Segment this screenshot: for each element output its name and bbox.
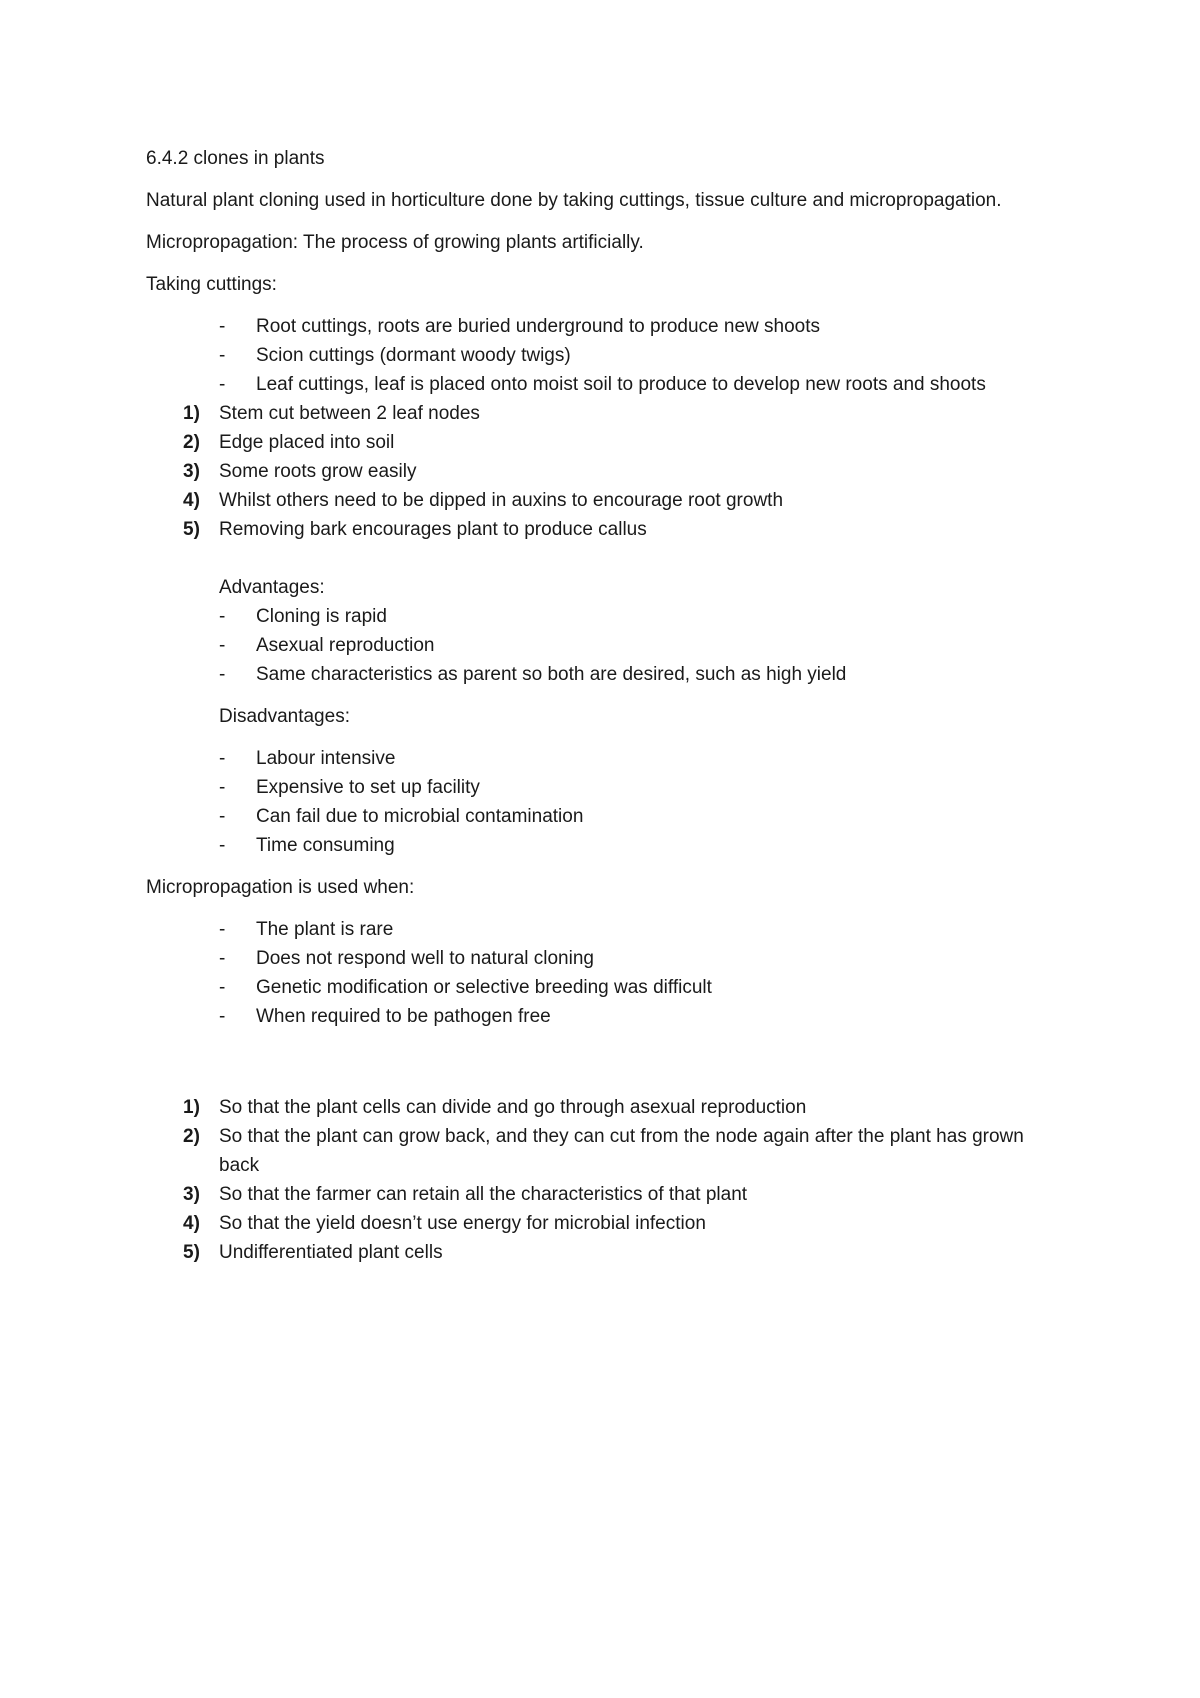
answer-number: 4)	[183, 1213, 200, 1234]
used-when-list	[146, 915, 1066, 1031]
list-item: - Can fail due to microbial contamination	[146, 802, 1066, 831]
step-number: 1)	[183, 403, 200, 424]
cuttings-steps-list	[146, 399, 1066, 544]
dash-marker: -	[219, 1006, 226, 1027]
list-item: - Root cuttings, roots are buried underground to produce new shoots	[146, 312, 1066, 341]
list-item: 2) Edge placed into soil	[146, 428, 1066, 457]
intro-paragraph: Natural plant cloning used in horticulture done by taking cuttings, tissue culture and micropropagation.	[146, 190, 1002, 211]
list-item: 2) So that the plant can grow back, and they can cut from the node again after the plant has grown back	[146, 1122, 1066, 1180]
disadvantages-heading: Disadvantages:	[219, 706, 350, 727]
dash-marker: -	[219, 948, 226, 969]
step-number: 3)	[183, 461, 200, 482]
step-number: 4)	[183, 490, 200, 511]
used-when-heading: Micropropagation is used when:	[146, 877, 415, 898]
list-item: - Genetic modification or selective breeding was difficult	[146, 973, 1066, 1002]
list-item: 1) Stem cut between 2 leaf nodes	[146, 399, 1066, 428]
advantages-list	[146, 602, 1066, 689]
list-item: - When required to be pathogen free	[146, 1002, 1066, 1031]
list-item: 3) So that the farmer can retain all the characteristics of that plant	[146, 1180, 1066, 1209]
dash-marker: -	[219, 919, 226, 940]
answer-number: 5)	[183, 1242, 200, 1263]
step-number: 5)	[183, 519, 200, 540]
list-item: - Scion cuttings (dormant woody twigs)	[146, 341, 1066, 370]
dash-marker: -	[219, 606, 226, 627]
list-item: 4) So that the yield doesn’t use energy for microbial infection	[146, 1209, 1066, 1238]
dash-marker: -	[219, 777, 226, 798]
dash-marker: -	[219, 316, 226, 337]
list-item: 5) Undifferentiated plant cells	[146, 1238, 1066, 1267]
list-item: - The plant is rare	[146, 915, 1066, 944]
step-number: 2)	[183, 432, 200, 453]
advantages-heading: Advantages:	[219, 577, 325, 598]
answer-number: 3)	[183, 1184, 200, 1205]
answer-number: 2)	[183, 1126, 200, 1147]
list-item: - Expensive to set up facility	[146, 773, 1066, 802]
dash-marker: -	[219, 977, 226, 998]
list-item: 4) Whilst others need to be dipped in auxins to encourage root growth	[146, 486, 1066, 515]
list-item: 1) So that the plant cells can divide and go through asexual reproduction	[146, 1093, 1066, 1122]
dash-marker: -	[219, 835, 226, 856]
dash-marker: -	[219, 345, 226, 366]
dash-marker: -	[219, 635, 226, 656]
list-item: - Does not respond well to natural cloning	[146, 944, 1066, 973]
dash-marker: -	[219, 806, 226, 827]
cuttings-heading: Taking cuttings:	[146, 274, 277, 295]
micropropagation-definition: Micropropagation: The process of growing plants artificially.	[146, 232, 644, 253]
dash-marker: -	[219, 374, 226, 395]
list-item: - Time consuming	[146, 831, 1066, 860]
list-item: - Asexual reproduction	[146, 631, 1066, 660]
cuttings-types-list	[146, 312, 1066, 399]
answers-list	[146, 1093, 1066, 1267]
list-item: 5) Removing bark encourages plant to produce callus	[146, 515, 1066, 544]
list-item: - Cloning is rapid	[146, 602, 1066, 631]
document-title: 6.4.2 clones in plants	[146, 148, 325, 169]
document-page	[146, 144, 1066, 1267]
list-item: 3) Some roots grow easily	[146, 457, 1066, 486]
dash-marker: -	[219, 748, 226, 769]
answer-number: 1)	[183, 1097, 200, 1118]
list-item: - Labour intensive	[146, 744, 1066, 773]
disadvantages-list	[146, 744, 1066, 860]
list-item: - Same characteristics as parent so both are desired, such as high yield	[146, 660, 1066, 689]
list-item: - Leaf cuttings, leaf is placed onto moist soil to produce to develop new roots and shoots	[146, 370, 1066, 399]
dash-marker: -	[219, 664, 226, 685]
